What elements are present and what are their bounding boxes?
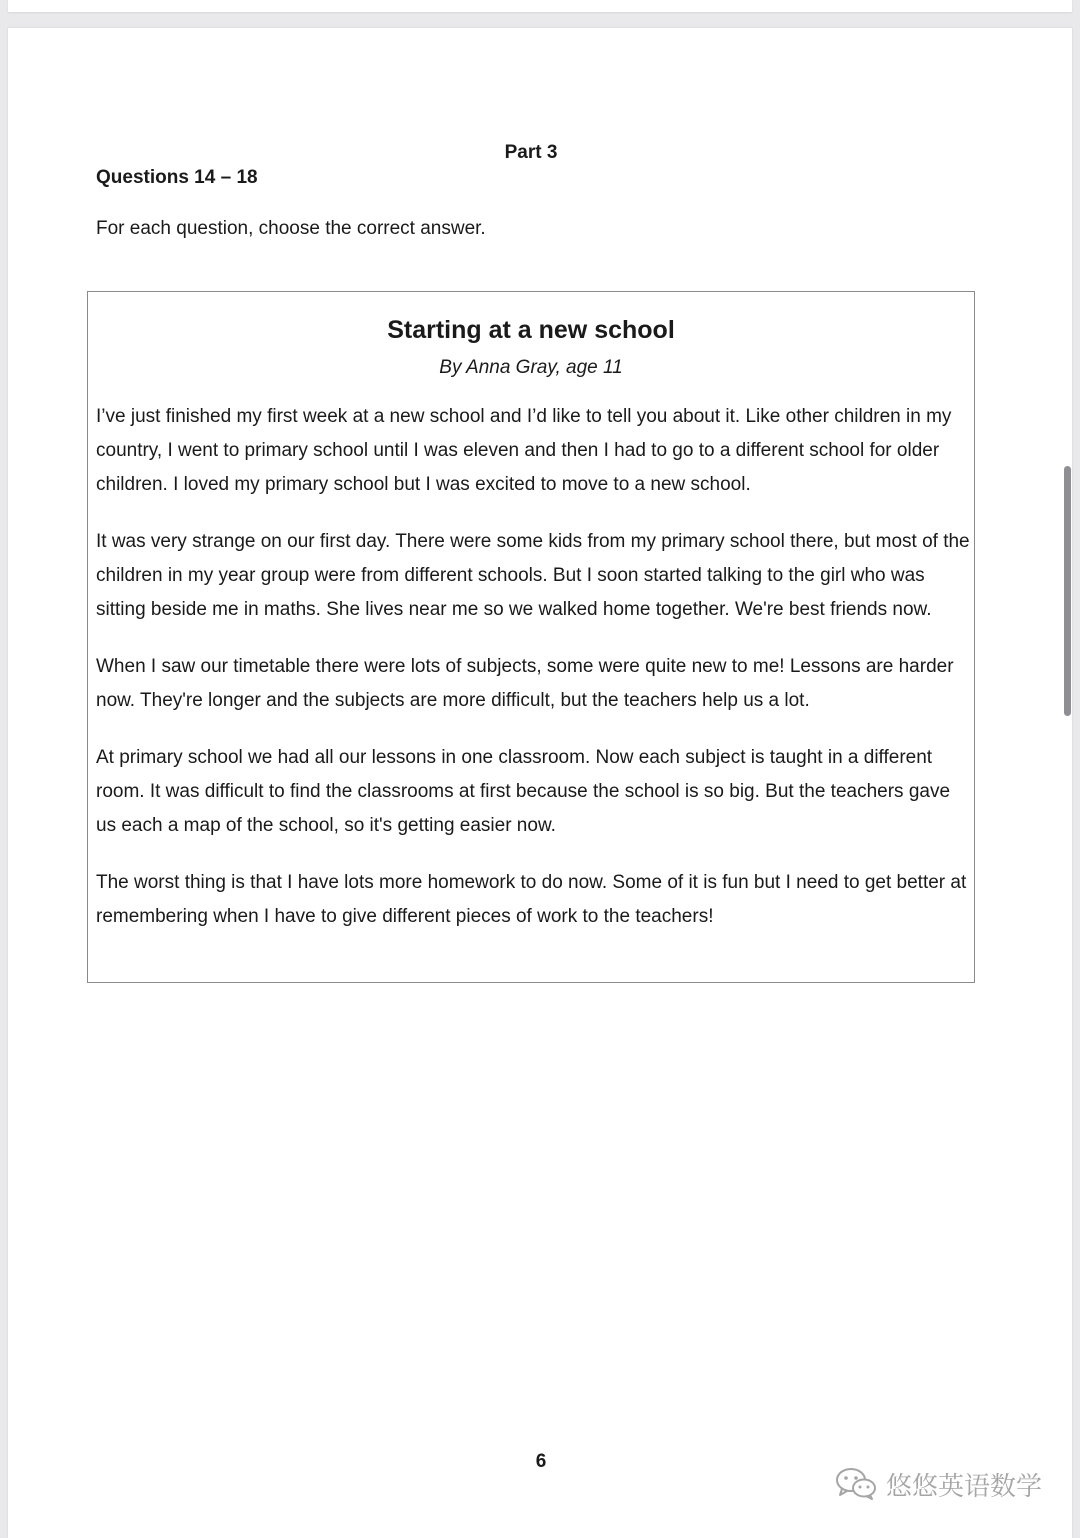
questions-heading: Questions 14 – 18 xyxy=(96,167,258,188)
article-paragraph: When I saw our timetable there were lots of subjects, some were quite new to me! Lessons are harder now. They're longer and the subjects are more difficult, but the teachers help us a lot. xyxy=(96,656,954,711)
article-paragraph: At primary school we had all our lessons in one classroom. Now each subject is taught in a different room. It was difficult to find the classrooms at first because the school is so big. But the teachers gave us each a map of the school, so it's getting easier now. xyxy=(96,747,951,836)
wechat-icon xyxy=(834,1466,878,1502)
document-page xyxy=(8,28,1072,1538)
article-paragraph: The worst thing is that I have lots more homework to do now. Some of it is fun but I need to get better at remembering when I have to give different pieces of work to the teachers! xyxy=(96,872,967,927)
previous-page-edge xyxy=(8,0,1072,12)
watermark-text: 悠悠英语数学 xyxy=(886,1470,1043,1501)
article-byline: By Anna Gray, age 11 xyxy=(439,357,623,378)
watermark xyxy=(834,1466,1042,1502)
instruction-text: For each question, choose the correct answer. xyxy=(96,218,486,239)
page-number: 6 xyxy=(535,1451,547,1472)
article-body xyxy=(96,400,972,957)
scrollbar-thumb[interactable] xyxy=(1064,466,1071,716)
part-title: Part 3 xyxy=(504,142,558,163)
article-paragraph: I’ve just finished my first week at a new school and I’d like to tell you about it. Like other children in my country, I went to primary school until I was eleven and then I had to go to a different school for older children. I loved my primary school but I was excited to move to a new school. xyxy=(96,406,952,495)
article-box xyxy=(87,291,975,983)
article-paragraph: It was very strange on our first day. There were some kids from my primary school there, but most of the children in my year group were from different schools. But I soon started talking to the girl who was sitting beside me in maths. She lives near me so we walked home together. We're best friends now. xyxy=(96,531,970,620)
article-title: Starting at a new school xyxy=(387,316,675,344)
